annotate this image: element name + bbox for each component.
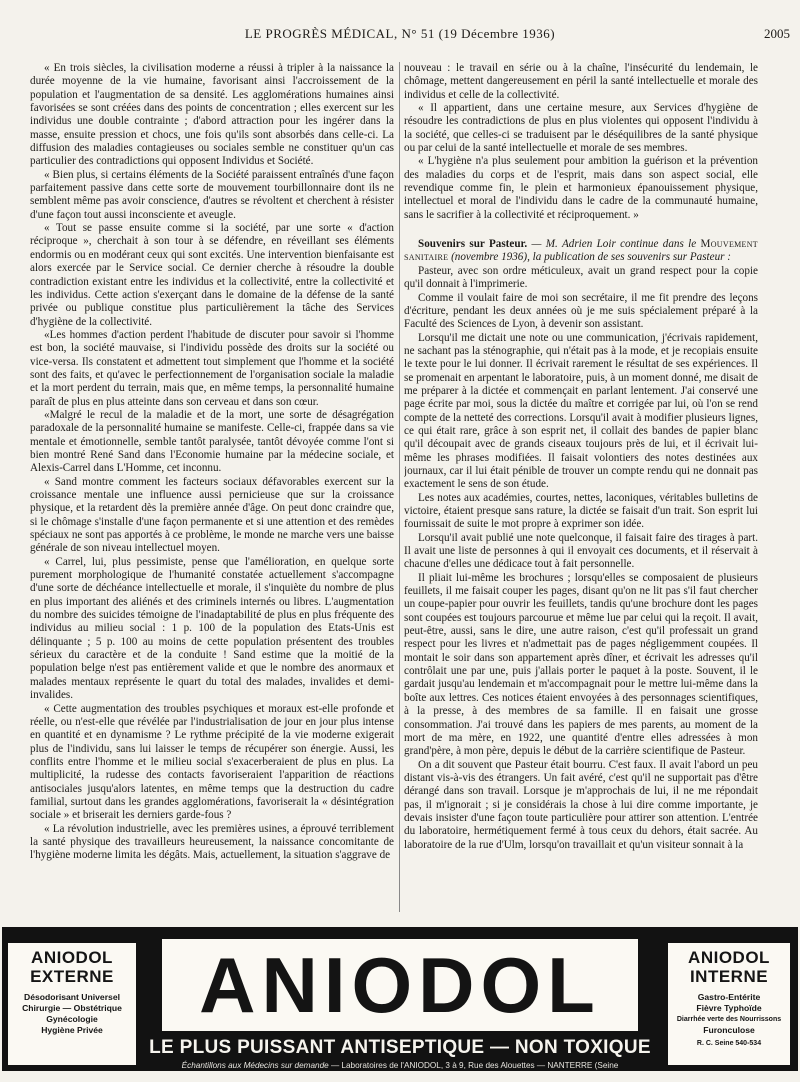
ad-external-panel [8,943,136,1065]
section-heading-paragraph [404,238,758,265]
paragraph: « L'hygiène n'a plus seulement pour ambition la guérison et la prévention des maladies du corps et de l'esprit, mais dans son aspect social, elle revendique comme fin, le plein et harmonieux épanouissement physique, intellectuel et moral de l'individu dans le cadre de la communauté humaine, sans le sacrifier à la collectivité et réciproquement. » [404,155,758,221]
paragraph: « Il appartient, dans une certaine mesure, aux Services d'hygiène de résoudre les contradictions de plus en plus violentes qui opposent l'individu à la société, que celles-ci se traduisent par le déséquilibres de la santé physique ou par celui de la santé intellectuelle et morale de ses membres. [404,102,758,155]
paragraph: « Bien plus, si certains éléments de la Société paraissent entraînés d'une façon parfaitement passive dans cette sorte de mouvement tourbillonnaire dont ils ne semblent même pas avoir conscience, d'autres se révoltent et cherchent à résister d'une façon tout aussi inconsciente et aveugle. [30,168,394,221]
paragraph: Lorsqu'il me dictait une note ou une communication, j'écrivais rapidement, ne sachant pas la sténographie, qui n'était pas à la mode, et je recopiais ensuite le texte pour le lui donner. Il écrivait rarement le résultat de ses expériences. Il se promenait en arpentant le laboratoire, puis, à un moment donné, me disait de me préparer à la dictée et commençait en parlant lentement. J'ai conservé une page écrite par moi, sous la dictée du maître et corrigée par lui, où l'on se rend compte de la netteté des corrections. Lorsqu'il avait à modifier plusieurs lignes, ce qui était rare, grâce à son esprit net, il collait des bandes de papier blanc qu'il découpait avec de grands ciseaux toujours près de lui, et il écrivait lui-même les phrases modifiées. Il faisait volontiers des notes destinées aux journaux, car il lui était pénible de trouver un compte rendu qui ne donnait pas exactement le sens de son étude. [404,331,758,491]
paragraph: «Les hommes d'action perdent l'habitude de discuter pour savoir si l'homme est bon, la société mauvaise, si l'individu possède des droits sur la société ou vice-versa. Ils constatent et admettent tout simplement que l'homme et la société sont des faits, et qu'avec le perfectionnement de l'organisation sociale la maladie et la mort perdent du terrain, mais que, en même temps, la personnalité humaine paraît de plus en plus atteinte dans son cerveau et dans son cœur. [30,328,394,408]
paragraph: Les notes aux académies, courtes, nettes, laconiques, véritables bulletins de victoire, étaient presque sans rature, la dictée se faisait d'un trait. Son esprit lui fournissait de suite le mot propre à exprimer son idée. [404,491,758,531]
section-intro: — M. Adrien Loir continue dans le [531,238,697,251]
column-divider [399,62,400,912]
ad-tagline: LE PLUS PUISSANT ANTISEPTIQUE — NON TOXIQUE [149,1037,651,1058]
ad-left-item: Chirurgie — Obstétrique [22,1003,122,1013]
journal-title: LE PROGRÈS MÉDICAL, N° 51 (19 Décembre 1936) [244,26,556,41]
paragraph: «Malgré le recul de la maladie et de la mort, une sorte de désagrégation paradoxale de la personnalité humaine se manifeste. Celle-ci, frappée dans sa vie mentale et émotionnelle, semble tantôt paralysée, tantôt dévoyée comme l'ont si bien montré René Sand dans l'Economie humaine par la médecine sociale, et Alexis-Carrel dans L'Homme, cet inconnu. [30,408,394,475]
ad-left-sub: EXTERNE [30,967,114,986]
paragraph: « En trois siècles, la civilisation moderne a réussi à tripler à la naissance la durée moyenne de la vie humaine, favorisant ainsi l'accroissement de la population et l'augmentation de sa densité. Les agglomérations humaines ainsi favorisées se sont créées dans des points de concentration ; elles exercent sur les individus une double contrainte ; d'abord attraction pour les ingérer dans la masse, ensuite pression et chocs, une fois qu'ils sont absorbés dans celle-ci. La diffusion des maladies contagieuses ou sociales semble ne constituer qu'un cas particulier des contradictions qui opposent Individus et Société. [30,62,394,168]
left-column [30,62,394,914]
ad-right-name: ANIODOL [688,948,770,967]
paragraph: « Cette augmentation des troubles psychiques et moraux est-elle profonde et réelle, ou n'est-elle que révélée par l'industrialisation de jour en jour plus intense en quantité et en dynamisme ? Le rythme précipité de la vie moderne exigerait plus de l'individu, sans lui laisser le temps de récupérer son énergie. Aussi, les conflits entre l'homme et le milieu social s'exacerberaient de plus en plus. La multiplicité, la rudesse des contacts favoriseraient l'apparition de réactions antisociales jusqu'alors latentes, en même temps que la destruction du cadre familial, surtout dans les grandes agglomérations, favoriserait la « désintégration sociale » et briserait les derniers garde-fous ? [30,702,394,822]
section-title: Souvenirs sur Pasteur. [418,238,528,251]
ad-right-sub: INTERNE [689,967,769,986]
ad-registration: R. C. Seine 540-534 [696,1040,762,1047]
ad-lab-address: — Laboratoires de l'ANIODOL, 3 à 9, Rue des Alouettes — NANTERRE (Seine [330,1061,619,1070]
paragraph: On a dit souvent que Pasteur était bourru. C'est faux. Il avait l'abord un peu distant vis-à-vis des étrangers. Un fait avéré, c'est qu'il ne supportait pas d'être dérangé dans son travail. Lorsque je m'approchais de lui, il ne me répondait pas, il m'ignorait ; si je considérais la chose à lui dire comme importante, je devais insister d'une façon toute particulière pour attirer son attention. L'entrée du laboratoire, hermétiquement fermé à tous ceux du dehors, était sacrée. Au laboratoire de la rue d'Ulm, lorsqu'on travaillait et qu'un visiteur sonnait à la [404,758,758,851]
ad-center [142,933,658,1070]
page-number: 2005 [764,26,790,41]
ad-brand-logo: ANIODOL [162,939,638,1031]
ad-right-item: Furonculose [703,1025,755,1035]
section-journal: Mouvement sanitaire [404,238,758,264]
paragraph: Lorsqu'il avait publié une note quelconque, il faisait faire des tirages à part. Il avait une liste de personnes à qui il envoyait ces documents, et il réservait à chacune d'elles une dédicace tout à fait personnelle. [404,531,758,571]
paragraph: nouveau : le travail en série ou à la chaîne, l'insécurité du lendemain, le chômage, mettent dangereusement en péril la santé intellectuelle et morale des individus et celle de la collectivité. [404,62,758,101]
ad-left-item: Gynécologie [46,1014,98,1024]
ad-left-item: Désodorisant Universel [24,992,120,1002]
section-intro-end: (novembre 1936), la publication de ses souvenirs sur Pasteur : [451,251,731,264]
paragraph: Pasteur, avec son ordre méticuleux, avait un grand respect pour la copie qu'il donnait à l'imprimerie. [404,264,758,291]
ad-lab-line [132,1061,668,1070]
ad-left-name: ANIODOL [31,948,113,967]
paragraph: « Carrel, lui, plus pessimiste, pense que l'amélioration, en quelque sorte purement morphologique de l'humanité constatée actuellement s'accompagne d'une sorte de déchéance intellectuelle et morale, il s'inquiète du nombre de plus en plus important des aliénés et des criminels internés ou libres. L'augmentation du nombre des suicides témoigne de l'inadaptabilité de plus en plus fréquente des individus au milieu social : 1 p. 100 de la population des Etats-Unis est délinquante ; 5 p. 100 au moins de cette population présentent des troubles sérieux du caractère et de la conduite ! Sand estime que la moitié de la population belge n'est pas entièrement valide et que le nombre des anormaux et malades mentaux représente le quart du total des malades, invalides et demi-invalides. [30,555,394,702]
right-column [404,62,758,914]
ad-left-list [8,992,136,1036]
ad-right-list [668,992,790,1036]
paragraph: « Sand montre comment les facteurs sociaux défavorables exercent sur la croissance mentale une influence aussi pernicieuse que sur la croissance physique, et la retardent dès la première année d'âge. On peut donc craindre que, si le chômage s'installe d'une façon permanente et si une attention et des remèdes spéciaux ne sont pas apportés à ce problème, le monde ne marche vers une baisse générale de son niveau intellectuel moyen. [30,475,394,555]
ad-right-item: Gastro-Entérite [697,992,761,1002]
ad-samples: Échantillons aux Médecins sur demande [181,1061,329,1070]
ad-right-item: Fièvre Typhoïde [696,1003,762,1013]
paragraph: « Tout se passe ensuite comme si la société, par une sorte « d'action réciproque », cherchait à son tour à se défendre, en réveillant ses éléments endormis ou en modérant ceux qui sont excités. Une intervention bienfaisante est alors exercée par le Service social. Ce dernier cherche à résoudre la double contradiction existant entre les individus et la collectivité, entre la collectivité et les individus. Cette action s'exerçant dans le domaine de la défense de la santé privée ou publique constitue plus particulièrement la tâche des Services d'hygiène de la collectivité. [30,222,394,328]
advertisement [2,927,798,1071]
page-header [8,4,792,44]
paragraph: Il pliait lui-même les brochures ; lorsqu'elles se composaient de plusieurs feuillets, il me faisait couper les pages, disant qu'on ne lit pas s'il faut chercher un coupe-papier pour ouvrir les feuillets, tandis qu'une brochure dont les pages sont coupées est toujours parcourue et même lue par celui qui la reçoit. Il avait, peut-être, aussi, sans le dire, une autre raison, c'est qu'il professait un grand respect pour les livres et n'admettait pas de pages négligemment coupées. Il montait le soir dans son appartement après dîner, et écrivait les adresses qu'il contrôlait une par une, puis j'allais porter le paquet à la poste. Souvent, il le gardait jusqu'au lendemain et m'accompagnait pour le mettre lui-même dans la boîte aux lettres. Ces notices étaient envoyées à des personnages scientifiques, à la presse, à des membres de sa famille. Il en faisait une grosse consommation. J'ai trouvé dans les papiers de mes parents, au moment de la mort de ma mère, en 1922, une quantité d'entre elles adressées à mon grand'père, à mon père, depuis le début de la carrière scientifique de Pasteur. [404,571,758,758]
paragraph: « La révolution industrielle, avec les premières usines, a éprouvé terriblement la santé physique des travailleurs heureusement, la naissance concomitante de l'hygiène moderne limita les dégâts. Mais, actuellement, la situation s'aggrave de [30,822,394,862]
ad-left-item: Hygiène Privée [41,1025,103,1035]
ad-right-item: Diarrhée verte des Nourrissons [676,1016,782,1023]
paragraph: Comme il voulait faire de moi son secrétaire, il me fit prendre des leçons d'écriture, pendant les deux années où je me suis spécialement préparé à la Faculté des Sciences de Lyon, à devenir son assistant. [404,291,758,331]
ad-internal-panel [668,943,790,1065]
